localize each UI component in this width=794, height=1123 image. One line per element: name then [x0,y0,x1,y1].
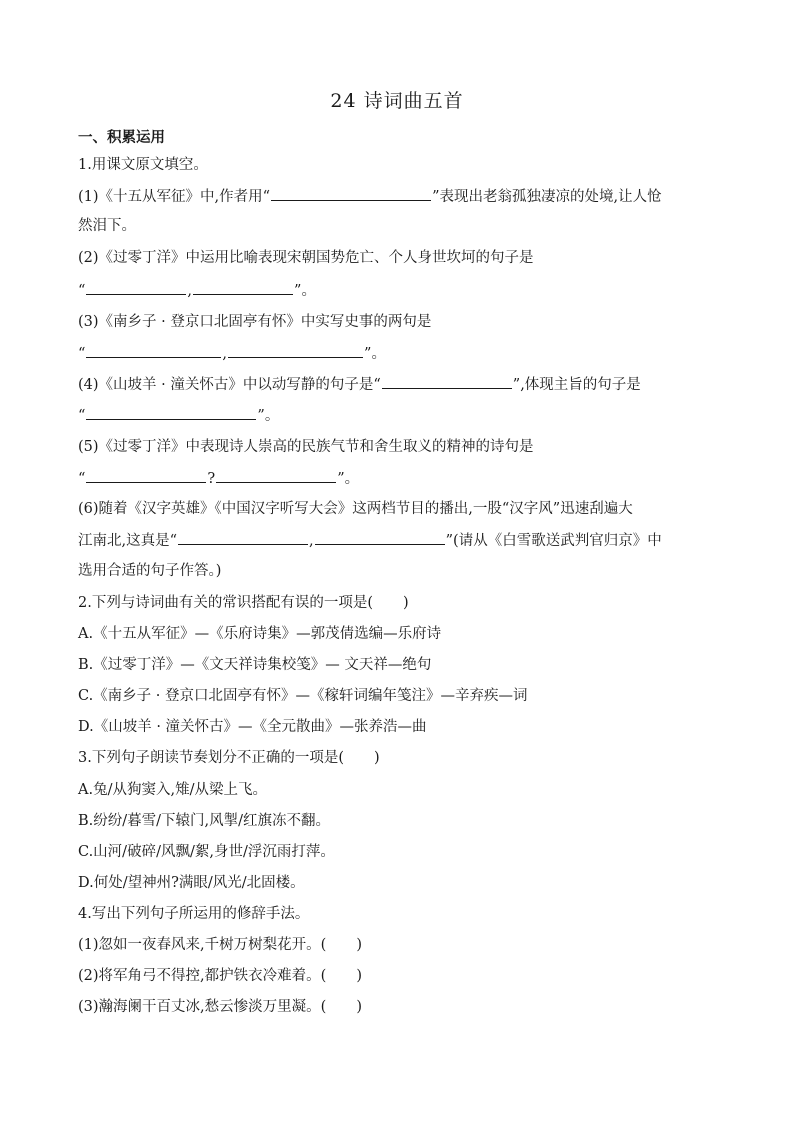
q1-item-2-answer: “ , ”。 [78,280,728,301]
q3-option-c: C.山河/破碎/风飘/絮,身世/浮沉雨打萍。 [78,844,335,860]
q1-item-1: (1)《十五从军征》中,作者用“ ”表现出老翁孤独凄凉的处境,让人怆 [78,186,728,207]
answer-blank[interactable] [86,468,206,483]
q1-item-3-answer: “ , ”。 [78,343,728,364]
answer-blank[interactable] [193,280,293,295]
answer-blank[interactable] [86,405,256,420]
q1-item-6: (6)随着《汉字英雄》《中国汉字听写大会》这两档节目的播出,一股“汉字风”迅速刮遍大 [78,501,633,517]
answer-blank[interactable] [228,343,363,358]
answer-blank[interactable] [86,280,186,295]
section-heading: 一、积累运用 [78,130,165,146]
q2-option-b: B.《过零丁洋》—《文天祥诗集校笺》— 文天祥—绝句 [78,657,432,673]
q1-item-6-end: 选用合适的句子作答。) [78,563,222,579]
q2-option-d: D.《山坡羊 · 潼关怀古》—《全元散曲》—张养浩—曲 [78,719,427,735]
q1-item-4-answer: “ ”。 [78,405,728,426]
answer-blank[interactable] [86,343,221,358]
q4-item-3: (3)瀚海阑干百丈冰,愁云惨淡万里凝。( ) [78,999,362,1015]
q2-option-c: C.《南乡子 · 登京口北固亭有怀》—《稼轩词编年笺注》—辛弃疾—词 [78,688,528,704]
q3-option-a: A.兔/从狗窦入,雉/从梁上飞。 [78,782,267,798]
answer-blank[interactable] [271,186,431,201]
q4-item-1: (1)忽如一夜春风来,千树万树梨花开。( ) [78,937,362,953]
q4-item-2: (2)将军角弓不得控,都护铁衣冷难着。( ) [78,968,362,984]
q1-item-6-cont: 江南北,这真是“ , ”(请从《白雪歌送武判官归京》中 [78,530,728,551]
answer-blank[interactable] [315,530,445,545]
q1-item-5-answer: “ ? ”。 [78,468,728,489]
q1-item-4: (4)《山坡羊 · 潼关怀古》中以动写静的句子是“ ”,体现主旨的句子是 [78,374,728,395]
q1-item-2: (2)《过零丁洋》中运用比喻表现宋朝国势危亡、个人身世坎坷的句子是 [78,250,534,266]
q2-stem: 2.下列与诗词曲有关的常识搭配有误的一项是( ) [78,595,409,611]
q2-option-a: A.《十五从军征》—《乐府诗集》—郭茂倩选编—乐府诗 [78,626,442,642]
q3-stem: 3.下列句子朗读节奏划分不正确的一项是( ) [78,750,380,766]
q1-item-3: (3)《南乡子 · 登京口北固亭有怀》中实写史事的两句是 [78,314,432,330]
q1-item-1-cont: 然泪下。 [78,218,136,234]
answer-blank[interactable] [382,374,512,389]
answer-blank[interactable] [216,468,336,483]
q3-option-b: B.纷纷/暮雪/下辕门,风掣/红旗冻不翻。 [78,813,331,829]
page-title: 24 诗词曲五首 [330,90,464,112]
q1-item-5: (5)《过零丁洋》中表现诗人崇高的民族气节和舍生取义的精神的诗句是 [78,439,534,455]
q3-option-d: D.何处/望神州?满眼/风光/北固楼。 [78,875,305,891]
q1-stem: 1.用课文原文填空。 [78,157,208,173]
q4-stem: 4.写出下列句子所运用的修辞手法。 [78,906,310,922]
answer-blank[interactable] [178,530,308,545]
